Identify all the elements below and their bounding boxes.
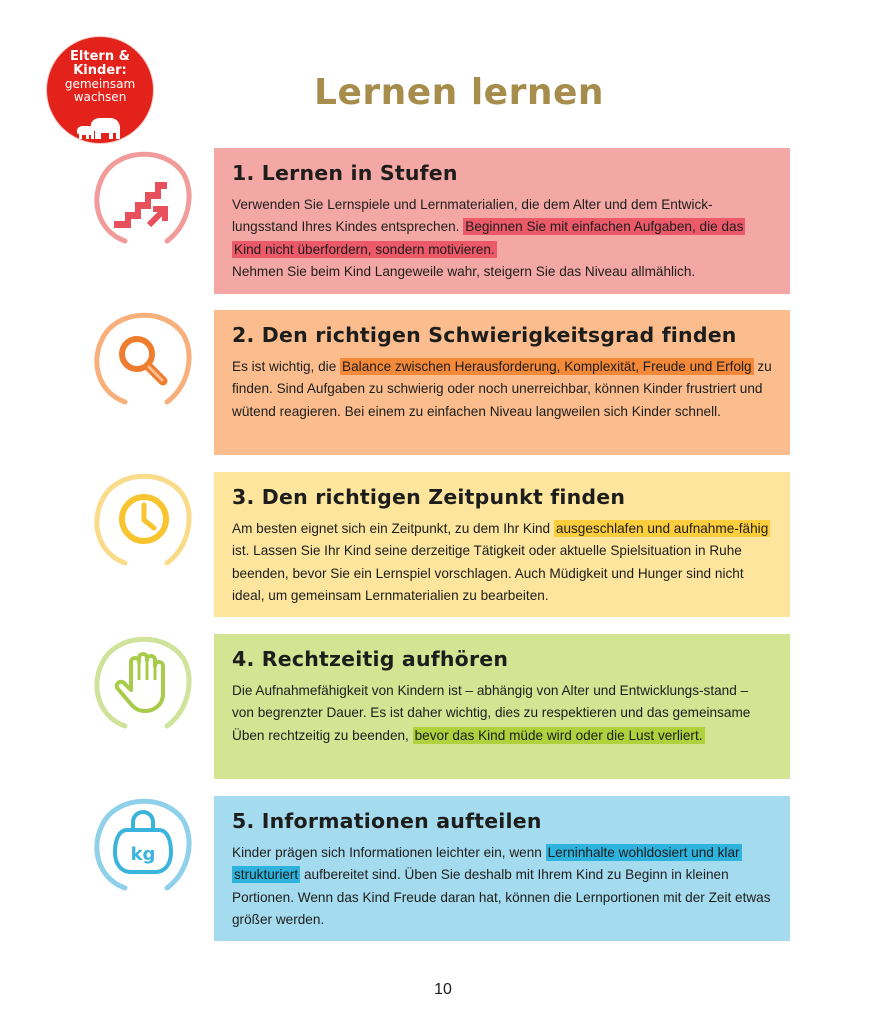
section-title: 4. Rechtzeitig aufhören bbox=[232, 647, 509, 671]
elephants-icon bbox=[77, 109, 127, 139]
stop-hand-icon bbox=[87, 628, 197, 738]
weight-kg-icon bbox=[87, 790, 197, 900]
section-title: 3. Den richtigen Zeitpunkt finden bbox=[232, 485, 626, 509]
svg-text:kg: kg bbox=[130, 844, 156, 865]
highlighted-text: ausgeschlafen und aufnahme-fähig bbox=[555, 521, 769, 536]
highlighted-text: Beginnen Sie mit einfachen Aufgaben, die das Kind nicht überfordern, sondern motivieren. bbox=[234, 219, 744, 257]
brand-badge bbox=[47, 37, 153, 143]
highlighted-text: Balance zwischen Herausforderung, Komplexität, Freude und Erfolg bbox=[342, 359, 752, 374]
section-title: 1. Lernen in Stufen bbox=[232, 161, 458, 185]
section-body: Verwenden Sie Lernspiele und Lernmaterialien, die dem Alter und dem Entwick-lungsstand Ihres Kindes entsprechen. Beginnen Sie mit einfachen Aufgaben, die das Kind nicht überfordern, sondern motivieren. Nehmen Sie beim Kind Langeweile wahr, steigern Sie das Niveau allmählich. bbox=[232, 197, 744, 280]
highlighted-text: bevor das Kind müde wird oder die Lust verliert. bbox=[414, 727, 703, 743]
section-body: Die Aufnahmefähigkeit von Kindern ist – abhängig von Alter und Entwicklungs-stand – von begrenzter Dauer. Es ist daher wichtig, dies zu respektieren und das gemeinsame Üben rechtzeitig zu beenden, bevor das Kind müde wird oder die Lust verliert. bbox=[232, 683, 751, 743]
badge-line-2: Kinder: bbox=[73, 63, 127, 78]
badge-line-1: Eltern & bbox=[70, 49, 130, 64]
clock-icon bbox=[87, 465, 197, 575]
section-learning-in-steps bbox=[214, 148, 790, 294]
section-right-timing bbox=[214, 472, 790, 617]
page-number: 10 bbox=[434, 981, 452, 998]
section-title: 2. Den richtigen Schwierigkeitsgrad finden bbox=[232, 323, 737, 347]
section-split-information bbox=[214, 796, 790, 941]
page-title: Lernen lernen bbox=[314, 72, 604, 113]
badge-line-3: gemeinsam bbox=[64, 77, 136, 91]
section-body: Kinder prägen sich Informationen leichter ein, wenn Lerninhalte wohldosiert und klar strukturiert aufbereitet sind. Üben Sie deshalb mit Ihrem Kind zu Beginn in kleinen Portionen. Wenn das Kind Freude daran hat, können die Lernportionen mit der Zeit etwas größer werden. bbox=[232, 845, 771, 928]
section-stop-in-time bbox=[214, 634, 790, 779]
magnifier-icon bbox=[87, 304, 197, 414]
stairs-arrow-icon bbox=[87, 143, 197, 253]
section-difficulty-level bbox=[214, 310, 790, 455]
section-body: Am besten eignet sich ein Zeitpunkt, zu dem Ihr Kind ausgeschlafen und aufnahme-fähig ist. Lassen Sie Ihr Kind seine derzeitige Tätigkeit oder aktuelle Spielsituation in Ruhe beenden, bevor Sie ein Lernspiel vorschlagen. Auch Müdigkeit und Hunger sind nicht ideal, um gemeinsam Lernmaterialien zu bearbeiten. bbox=[232, 521, 769, 604]
section-title: 5. Informationen aufteilen bbox=[232, 809, 542, 833]
badge-line-4: wachsen bbox=[73, 90, 127, 104]
highlighted-text: Lerninhalte wohldosiert und klar strukturiert bbox=[234, 845, 740, 883]
section-body: Es ist wichtig, die Balance zwischen Herausforderung, Komplexität, Freude und Erfolg zu finden. Sind Aufgaben zu schwierig oder noch unerreichbar, können Kinder frustriert und wütend reagieren. Bei einem zu einfachen Niveau langweilen sich Kinder schnell. bbox=[232, 359, 772, 419]
